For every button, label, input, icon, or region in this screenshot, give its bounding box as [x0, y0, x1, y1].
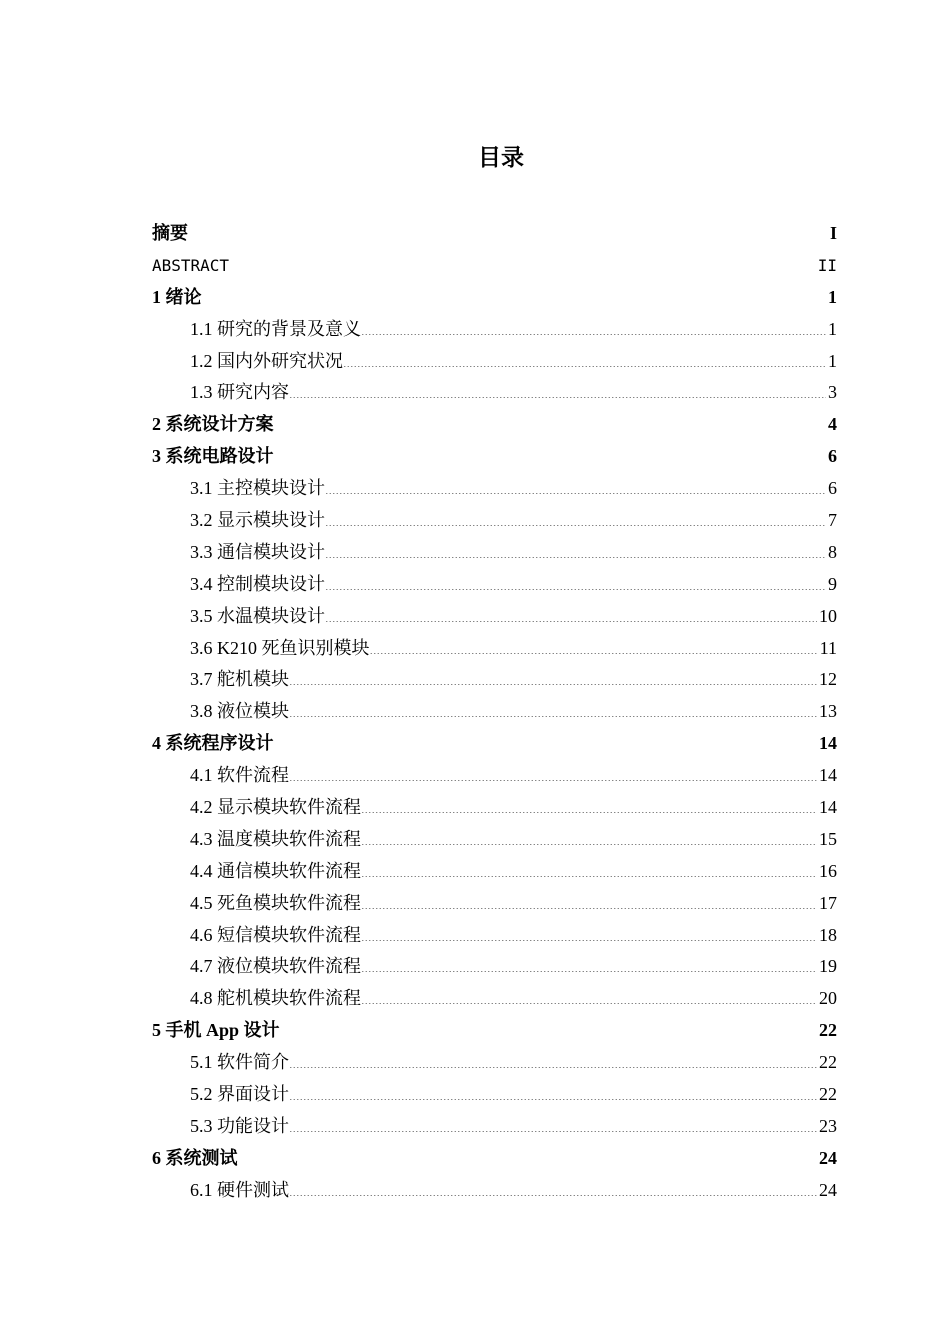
toc-page-number: 1	[828, 286, 837, 307]
toc-entry-label: 5 手机 App 设计	[152, 1020, 280, 1041]
toc-page-number: 13	[819, 701, 837, 722]
toc-section-entry[interactable]	[152, 569, 837, 601]
toc-dot-leader	[361, 795, 817, 813]
table-of-contents	[152, 218, 837, 1207]
toc-section-entry[interactable]	[152, 473, 837, 505]
toc-page-number: 24	[819, 1179, 837, 1200]
toc-chapter-entry[interactable]	[152, 218, 837, 250]
toc-page-number: 4	[828, 414, 837, 435]
toc-section-entry[interactable]	[152, 346, 837, 378]
toc-dot-leader	[289, 699, 817, 717]
toc-entry-label: 3.7 舵机模块	[190, 669, 289, 690]
toc-dot-leader	[289, 1082, 817, 1100]
toc-entry-label: 4.2 显示模块软件流程	[190, 797, 361, 818]
toc-dot-leader	[361, 859, 817, 877]
toc-page-number: 6	[828, 478, 837, 499]
toc-page-number: 17	[819, 892, 837, 913]
toc-section-entry[interactable]	[152, 1111, 837, 1143]
toc-entry-label: 2 系统设计方案	[152, 414, 274, 435]
toc-entry-label: 6.1 硬件测试	[190, 1179, 289, 1200]
toc-entry-label: 4 系统程序设计	[152, 733, 274, 754]
toc-entry-label: 1.3 研究内容	[190, 382, 289, 403]
toc-page-number: 1	[828, 350, 837, 371]
toc-page-number: 22	[819, 1052, 837, 1073]
toc-entry-label: 1.1 研究的背景及意义	[190, 318, 361, 339]
toc-page-number: 18	[819, 924, 837, 945]
toc-entry-label: 1 绪论	[152, 286, 202, 307]
toc-dot-leader	[325, 540, 826, 558]
toc-chapter-entry[interactable]	[152, 1015, 837, 1047]
toc-section-entry[interactable]	[152, 824, 837, 856]
toc-page-number: 12	[819, 669, 837, 690]
toc-dot-leader	[289, 763, 817, 781]
toc-entry-label: 4.7 液位模块软件流程	[190, 956, 361, 977]
toc-dot-leader	[370, 636, 818, 654]
toc-entry-label: 3.5 水温模块设计	[190, 605, 325, 626]
toc-entry-label: 3.4 控制模块设计	[190, 573, 325, 594]
toc-section-entry[interactable]	[152, 1047, 837, 1079]
toc-dot-leader	[361, 317, 826, 335]
toc-section-entry[interactable]	[152, 696, 837, 728]
toc-entry-label: 3.3 通信模块设计	[190, 541, 325, 562]
toc-dot-leader	[280, 1018, 817, 1036]
toc-page-number: 9	[828, 573, 837, 594]
toc-section-entry[interactable]	[152, 505, 837, 537]
toc-entry-label: 4.3 温度模块软件流程	[190, 828, 361, 849]
toc-chapter-entry[interactable]	[152, 728, 837, 760]
toc-section-entry[interactable]	[152, 314, 837, 346]
toc-section-entry[interactable]	[152, 537, 837, 569]
toc-entry-label: 4.4 通信模块软件流程	[190, 860, 361, 881]
toc-page-number: 23	[819, 1115, 837, 1136]
toc-entry-label: 3 系统电路设计	[152, 446, 274, 467]
toc-dot-leader	[361, 923, 817, 941]
toc-entry-label: 3.2 显示模块设计	[190, 510, 325, 531]
toc-dot-leader	[325, 572, 826, 590]
toc-dot-leader	[229, 255, 816, 271]
toc-page-number: II	[817, 255, 837, 275]
toc-section-entry[interactable]	[152, 1079, 837, 1111]
toc-section-entry[interactable]	[152, 951, 837, 983]
toc-dot-leader	[325, 604, 817, 622]
toc-dot-leader	[289, 380, 826, 398]
toc-entry-label: 5.3 功能设计	[190, 1115, 289, 1136]
toc-entry-label: 4.6 短信模块软件流程	[190, 924, 361, 945]
toc-page-number: 14	[819, 797, 837, 818]
toc-section-entry[interactable]	[152, 856, 837, 888]
toc-section-entry[interactable]	[152, 888, 837, 920]
toc-page-number: 14	[819, 765, 837, 786]
toc-dot-leader	[361, 891, 817, 909]
toc-page-number: 1	[828, 318, 837, 339]
toc-page-number: 22	[819, 1020, 837, 1041]
toc-entry-label: 4.8 舵机模块软件流程	[190, 988, 361, 1009]
toc-chapter-entry[interactable]	[152, 409, 837, 441]
toc-dot-leader	[361, 827, 817, 845]
toc-page-number: 14	[819, 733, 837, 754]
toc-entry-label: 5.1 软件简介	[190, 1052, 289, 1073]
toc-dot-leader	[188, 221, 828, 239]
toc-section-entry[interactable]	[152, 792, 837, 824]
toc-entry-label: 3.1 主控模块设计	[190, 478, 325, 499]
toc-chapter-entry[interactable]	[152, 441, 837, 473]
toc-dot-leader	[274, 444, 827, 462]
toc-page-number: 11	[819, 637, 837, 658]
toc-section-entry[interactable]	[152, 664, 837, 696]
toc-page-number: 6	[828, 446, 837, 467]
toc-dot-leader	[289, 1114, 817, 1132]
toc-dot-leader	[202, 285, 827, 303]
toc-chapter-entry[interactable]	[152, 250, 837, 282]
toc-dot-leader	[361, 954, 817, 972]
toc-entry-label: 摘要	[152, 223, 188, 243]
toc-section-entry[interactable]	[152, 983, 837, 1015]
toc-page-number: 16	[819, 860, 837, 881]
toc-section-entry[interactable]	[152, 1175, 837, 1207]
toc-dot-leader	[325, 508, 826, 526]
toc-entry-label: 3.6 K210 死鱼识别模块	[190, 637, 370, 658]
toc-entry-label: 4.5 死鱼模块软件流程	[190, 892, 361, 913]
toc-page-number: 3	[828, 382, 837, 403]
toc-page-number: 19	[819, 956, 837, 977]
toc-dot-leader	[289, 1050, 817, 1068]
toc-section-entry[interactable]	[152, 633, 837, 665]
toc-page-number: 10	[819, 605, 837, 626]
toc-entry-label: 3.8 液位模块	[190, 701, 289, 722]
toc-section-entry[interactable]	[152, 760, 837, 792]
toc-entry-label: 6 系统测试	[152, 1147, 238, 1168]
toc-dot-leader	[289, 1178, 817, 1196]
toc-page-number: 20	[819, 988, 837, 1009]
toc-chapter-entry[interactable]	[152, 282, 837, 314]
toc-page-number: I	[829, 223, 837, 243]
toc-page-number: 24	[819, 1147, 837, 1168]
toc-dot-leader	[325, 476, 826, 494]
page-title: 目录	[478, 145, 524, 171]
toc-section-entry[interactable]	[152, 920, 837, 952]
toc-dot-leader	[274, 731, 818, 749]
toc-entry-label: ABSTRACT	[152, 255, 230, 275]
toc-dot-leader	[361, 986, 817, 1004]
toc-page-number: 7	[828, 510, 837, 531]
toc-section-entry[interactable]	[152, 377, 837, 409]
toc-chapter-entry[interactable]	[152, 1143, 837, 1175]
toc-page-number: 8	[828, 541, 837, 562]
toc-page-number: 15	[819, 828, 837, 849]
toc-dot-leader	[238, 1146, 818, 1164]
toc-section-entry[interactable]	[152, 601, 837, 633]
toc-page-number: 22	[819, 1084, 837, 1105]
toc-entry-label: 4.1 软件流程	[190, 765, 289, 786]
toc-entry-label: 5.2 界面设计	[190, 1084, 289, 1105]
toc-entry-label: 1.2 国内外研究状况	[190, 350, 343, 371]
toc-dot-leader	[343, 349, 826, 367]
toc-dot-leader	[289, 667, 817, 685]
toc-dot-leader	[274, 412, 827, 430]
